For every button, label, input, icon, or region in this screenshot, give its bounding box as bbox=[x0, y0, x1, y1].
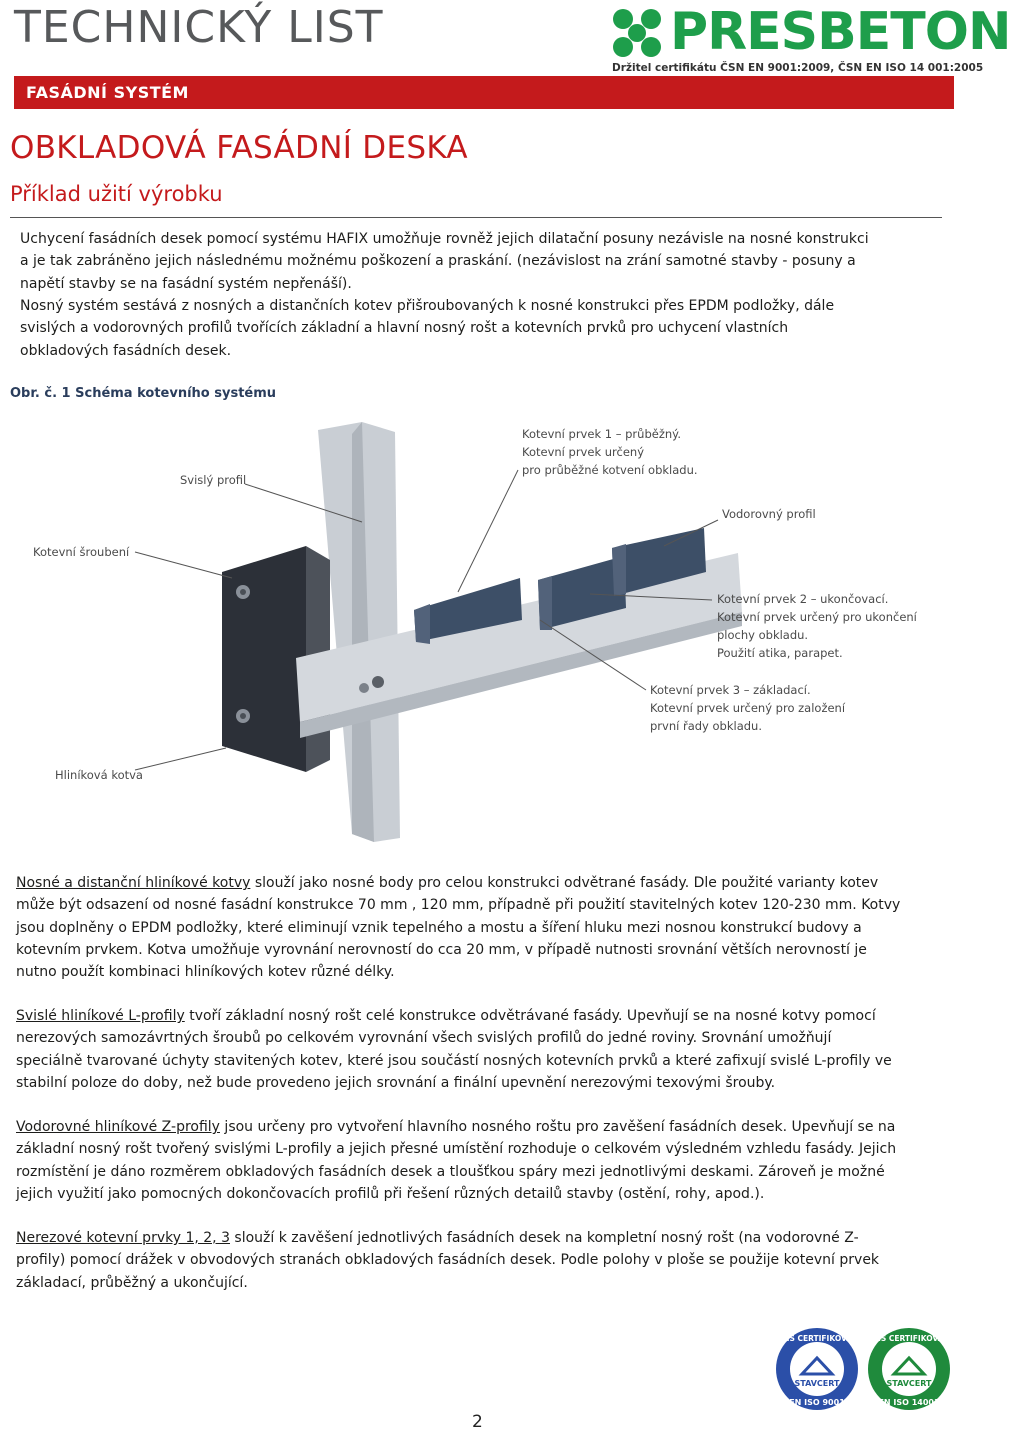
callout-line: plochy obkladu. bbox=[717, 628, 809, 642]
badge-bottom-text: EN ISO 14001 bbox=[878, 1398, 940, 1407]
callout-line: Kotevní prvek určený pro založení bbox=[650, 701, 846, 715]
section-anchor-elements bbox=[16, 1227, 902, 1294]
page-number: 2 bbox=[472, 1412, 483, 1432]
callout-anchor-element-2 bbox=[717, 590, 917, 662]
figure-caption: Obr. č. 1 Schéma kotevního systému bbox=[10, 386, 277, 401]
callout-horizontal-profile: Vodorovný profil bbox=[722, 507, 816, 521]
callout-line: první řady obkladu. bbox=[650, 719, 762, 733]
section-vertical-profiles bbox=[16, 1005, 902, 1094]
section-lead: Vodorovné hliníkové Z-profily bbox=[16, 1119, 220, 1135]
callout-line: Kotevní prvek určený bbox=[522, 445, 645, 459]
callout-vertical-profile: Svislý profil bbox=[180, 473, 247, 487]
brand-name: PRESBETON bbox=[670, 2, 1010, 62]
callout-anchor-element-1 bbox=[522, 425, 698, 479]
callout-line: Kotevní prvek určený pro ukončení bbox=[717, 610, 917, 624]
badge-bottom-text: EN ISO 9001 bbox=[789, 1398, 845, 1407]
title-divider bbox=[10, 217, 942, 218]
section-label: FASÁDNÍ SYSTÉM bbox=[14, 76, 216, 109]
presbeton-logo-icon bbox=[608, 6, 666, 62]
callout-anchor-element-3 bbox=[650, 681, 845, 735]
callout-line: Kotevní prvek 3 – základací. bbox=[650, 683, 811, 697]
callout-line: Kotevní prvek 1 – průběžný. bbox=[522, 427, 681, 441]
document-kind: TECHNICKÝ LIST bbox=[14, 2, 384, 53]
callout-line: Použití atika, parapet. bbox=[717, 646, 843, 660]
callout-anchor-screws: Kotevní šroubení bbox=[33, 545, 130, 559]
certificate-text: Držitel certifikátu ČSN EN 9001:2009, ČSN EN ISO 14 001:2005 bbox=[612, 62, 984, 74]
section-lead: Nerezové kotevní prvky 1, 2, 3 bbox=[16, 1230, 230, 1246]
section-text: slouží jako nosné body pro celou konstrukci odvětrané fasády. Dle použité varianty kotev může být odsazení od nosné fasádní konstrukce 70 mm , 120 mm, případně při použití stavitelných kotev 120-230 mm. Kotvy jsou doplněny o EPDM podložky, které eliminují vznik tepelného a mostu a šíření hluku mezi nosnou konstrukcí budovy a kotevním prvkem. Kotva umožňuje vyrovnání nerovností do cca 20 mm, v případě nutnosti srovnání větších nerovností je nutno použít kombinaci hliníkových kotev různé délky. bbox=[16, 875, 901, 981]
section-text: tvoří základní nosný rošt celé konstrukce odvětrávané fasády. Upevňují se na nosné kotvy pomocí nerezových samozávrtných šroubů po celkovém vyrovnání všech svislých profilů do jedné roviny. Srovnání umožňují speciálně tvarované úchyty stavitených kotev, které jsou součástí nosných kotevních prvků a které zafixují svislé L-profily ve stabilní poloze do doby, než bude provedeno jejich srovnání a finální upevnění nerezovými texovými šrouby. bbox=[16, 1008, 892, 1091]
section-text: slouží k zavěšení jednotlivých fasádních desek na kompletní nosný rošt (na vodorovné Z-profily) pomocí drážek v obvodových stranách obkladových fasádních desek. Podle polohy v ploše se použije kotevní prvek základací, průběžný a ukončující. bbox=[16, 1230, 880, 1291]
section-lead: Nosné a distanční hliníkové kotvy bbox=[16, 875, 251, 891]
section-anchors bbox=[16, 872, 902, 983]
callout-line: pro průběžné kotvení obkladu. bbox=[522, 463, 698, 477]
badge-mid-text: STAVCERT bbox=[794, 1379, 840, 1388]
ems-certificate-badge bbox=[866, 1326, 952, 1412]
page-subtitle: Příklad užití výrobku bbox=[10, 182, 223, 206]
badge-top-text: QMS CERTIFIKOVÁN bbox=[775, 1334, 859, 1343]
intro-paragraph-1: Uchycení fasádních desek pomocí systému HAFIX umožňuje rovněž jejich dilatační posuny nezávisle na nosné konstrukci a je tak zabráněno jejich následnému možnému poškození a praskání. (nezávislost na zrání samotné stavby - posuny a napětí stavby se na fasádní systém nepřenáší). bbox=[20, 231, 869, 292]
section-lead: Svislé hliníkové L-profily bbox=[16, 1008, 185, 1024]
badge-top-text: EMS CERTIFIKOVÁN bbox=[868, 1334, 950, 1343]
section-text: jsou určeny pro vytvoření hlavního nosného roštu pro zavěšení fasádních desek. Upevňují se na základní nosný rošt tvořený svislými L-profily a jejich přesné umístění rozhoduje o celkovém výsledném vzhledu fasády. Jejich rozmístění je dáno rozměrem obkladových fasádních desek a tloušťkou spáry mezi jednotlivými deskami. Zároveň je možné jejich využití jako pomocných dokončovacích profilů při řešení různých detailů stavby (ostění, rohy, apod.). bbox=[16, 1119, 897, 1202]
intro-paragraph-2: Nosný systém sestává z nosných a distančních kotev přišroubovaných k nosné konstrukci přes EPDM podložky, dále svislých a vodorovných profilů tvořících základní a hlavní nosný rošt a kotevních prvků pro uchycení vlastních obkladových fasádních desek. bbox=[20, 298, 835, 359]
badge-mid-text: STAVCERT bbox=[886, 1379, 932, 1388]
aluminium-bracket bbox=[222, 546, 306, 772]
page-title: OBKLADOVÁ FASÁDNÍ DESKA bbox=[10, 130, 468, 166]
qms-certificate-badge bbox=[774, 1326, 860, 1412]
section-horizontal-profiles bbox=[16, 1116, 902, 1205]
callout-line: Kotevní prvek 2 – ukončovací. bbox=[717, 592, 889, 606]
callout-aluminium-bracket: Hliníková kotva bbox=[55, 768, 143, 782]
